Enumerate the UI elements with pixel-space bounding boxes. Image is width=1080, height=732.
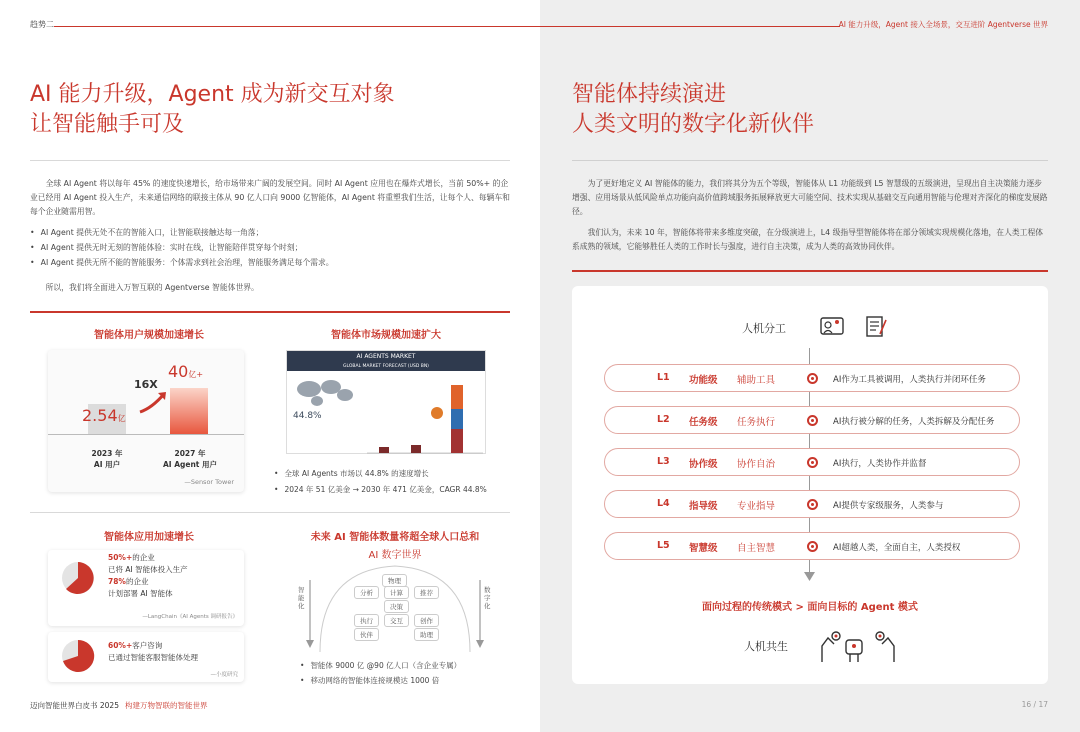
level-name: 协作级 [689,459,718,470]
timeline-arrow-icon [804,572,815,582]
source: —小度研究 [210,672,238,678]
right-para-1 [572,177,1048,219]
market-bullet: • 2024 年 51 亿美金 → 2030 年 471 亿美金，CAGR 44.8% [274,482,514,498]
level-dot-icon [807,499,818,510]
world-bullet: • 移动网络的智能体连接规模达 1000 倍 [300,673,520,688]
pie-chart-service [60,638,96,674]
footer-book-title: 迈向智能世界白皮书 2025 [30,701,119,710]
market-bars [367,373,485,455]
tag: 伙伴 [354,628,379,641]
left-closing-text: 所以，我们将全面进入万智互联的 Agentverse 智能体世界。 [45,283,259,292]
app-growth-card [48,550,244,626]
left-title [30,80,395,140]
customer-service-card [48,632,244,682]
market-chart-header [287,351,485,371]
tag: 助理 [414,628,439,641]
value-2023: 2.54亿 [82,406,126,425]
footer-book [30,700,207,711]
tag: 交互 [384,614,409,627]
tag: 决策 [384,600,409,613]
level-dot-icon [807,457,818,468]
level-sub: 自主智慧 [737,543,776,554]
page-number: 16 / 17 [1021,700,1048,709]
market-bullet: • 全球 AI Agents 市场以 44.8% 的速度增长 [274,466,514,482]
left-bullet: • AI Agent 提供无所不能的智能服务：个体需求到社会治理，智能服务满足每个需求。 [30,255,510,270]
label-2023: 2023 年 AI 用户 [91,449,123,469]
header-rule [540,26,840,27]
levels-panel [572,286,1048,684]
level-desc: AI执行被分解的任务，人类拆解及分配任务 [833,417,995,427]
right-para-2-text: 我们认为，未来 10 年，智能体将带来多维度突破，在分级演进上，L4 级指导型智能体将在部分领域实现规模化落地，在人类工程体系成熟的领域，它能够胜任人类的工作时长与强度，进行自主决策，成为人类的高效协同伙伴。 [572,228,1044,251]
level-name: 功能级 [689,375,718,386]
tag: 计算 [384,586,409,599]
level-dot-icon [807,541,818,552]
left-divider-2 [30,512,510,513]
level-name: 指导级 [689,501,718,512]
level-row-l4 [604,490,1020,518]
level-row-l3 [604,448,1020,476]
label-2027: 2027 年 AI Agent 用户 [162,449,217,469]
left-title-line1: AI 能力升级，Agent 成为新交互对象 [30,82,395,107]
header-right-text: AI 能力升级，Agent 接入全场景，交互进阶 Agentverse 世界 [838,20,1048,29]
value-2027: 40亿+ [168,362,204,381]
world-map-icon [293,375,357,407]
right-arrow-label: 数字化 [484,586,491,610]
level-desc: AI超越人类，全面自主，人类授权 [833,543,961,553]
level-sub: 任务执行 [737,417,776,428]
bottom-label: 人机共生 [744,640,788,653]
level-code: L4 [657,498,670,509]
level-dot-icon [807,373,818,384]
level-code: L2 [657,414,670,425]
bar-2027 [170,388,208,434]
level-desc: AI作为工具被调用，人类执行并闭环任务 [833,375,986,385]
tag: 执行 [354,614,379,627]
world-bullets [300,658,520,688]
pie-chart-enterprise [60,560,96,596]
right-para-2 [572,226,1048,254]
level-desc: AI提供专家级服务，人类参与 [833,501,944,511]
left-intro [30,177,510,219]
footer-book-subtitle: 构建万物智联的智能世界 [124,701,208,710]
tag: 分析 [354,586,379,599]
right-title-line1: 智能体持续演进 [572,82,727,107]
market-bullets [274,466,514,498]
right-page [540,0,1080,732]
robots-icon [818,624,898,666]
level-code: L3 [657,456,670,467]
right-title [572,80,814,140]
left-intro-text: 全球 AI Agent 将以每年 45% 的速度快速增长，给市场带来广阔的发展空间。同时 AI Agent 应用也在爆炸式增长，当前 50%+ 的企业已经用 AI Agent 投入生产，未来通信网络的联接主体从 90 亿人口向 9000 亿智能体，AI Agent 将重塑我们生活，让每个人、每辆车和每个企业随需用智。 [30,179,510,216]
growth-arrow-icon [138,390,168,414]
cagr-value: 44.8% [293,411,322,421]
card3-title: 智能体应用加速增长 [104,532,194,543]
document-icon [864,314,888,338]
baseline [48,434,244,435]
multiplier: 16X [134,378,158,391]
enterprise-stats: 50%+的企业 已将 AI 智能体投入生产 78%的企业 计划部署 AI 智能体 [108,553,188,598]
left-divider [30,160,510,161]
mode-text: 面向过程的传统模式 > 面向目标的 Agent 模式 [702,602,918,613]
card1-title: 智能体用户规模加速增长 [94,330,204,341]
level-sub: 协作自治 [737,459,776,470]
card2-title: 智能体市场规模加速扩大 [331,330,441,341]
market-chart-subtitle: GLOBAL MARKET FORECAST (USD BN) [343,364,429,369]
right-red-rule [572,270,1048,272]
tag: 创作 [414,614,439,627]
section-label: 趋势二 [30,20,54,29]
level-row-l1 [604,364,1020,392]
left-closing [30,281,510,295]
header-rule [54,26,540,27]
left-bullets [30,225,510,270]
level-sub: 专业指导 [737,501,776,512]
ai-world-diagram [300,546,490,656]
right-title-line2: 人类文明的数字化新伙伴 [572,112,815,137]
source: —LangChain《AI Agents 调研报告》 [142,614,238,620]
level-row-l2 [604,406,1020,434]
world-bullet: • 智能体 9000 亿 @90 亿人口（含企业专属） [300,658,520,673]
top-label: 人机分工 [742,322,786,335]
level-sub: 辅助工具 [737,375,776,386]
left-title-line2: 让智能触手可及 [30,112,185,137]
world-label: AI 数字世界 [368,550,422,561]
left-red-rule [30,311,510,313]
card4-title: 未来 AI 智能体数量将超全球人口总和 [310,532,480,543]
left-arrow-label: 智能化 [298,586,305,610]
level-row-l5 [604,532,1020,560]
right-para-1-text: 为了更好地定义 AI 智能体的能力，我们将其分为五个等级，智能体从 L1 功能级到 L5 智慧级的五级演进，呈现出自主决策能力逐步增强、应用场景从低风险单点功能向高价值跨域服务拓展释放更大可能空间、技术实现从基础交互向通用智能与伦理对齐深化的梯度发展路径。 [572,179,1048,216]
level-name: 智慧级 [689,543,718,554]
level-dot-icon [807,415,818,426]
source: —Sensor Tower [184,478,234,486]
market-chart [286,350,486,454]
human-machine-icon [820,314,846,338]
left-bullet: • AI Agent 提供无处不在的智能入口，让智能联接触达每一角落； [30,225,510,240]
tag: 物理 [382,574,407,587]
tag: 推荐 [414,586,439,599]
left-bullet: • AI Agent 提供无时无刻的智能体验：实时在线，让智能陪伴贯穿每个时刻； [30,240,510,255]
market-chart-title: AI AGENTS MARKET [356,353,416,360]
right-divider [572,160,1048,161]
level-code: L5 [657,540,670,551]
level-name: 任务级 [689,417,718,428]
level-code: L1 [657,372,670,383]
service-stats: 60%+客户咨询 已通过智能客服智能体处理 [108,641,198,662]
level-desc: AI执行，人类协作并监督 [833,459,927,469]
user-scale-card [48,350,244,492]
